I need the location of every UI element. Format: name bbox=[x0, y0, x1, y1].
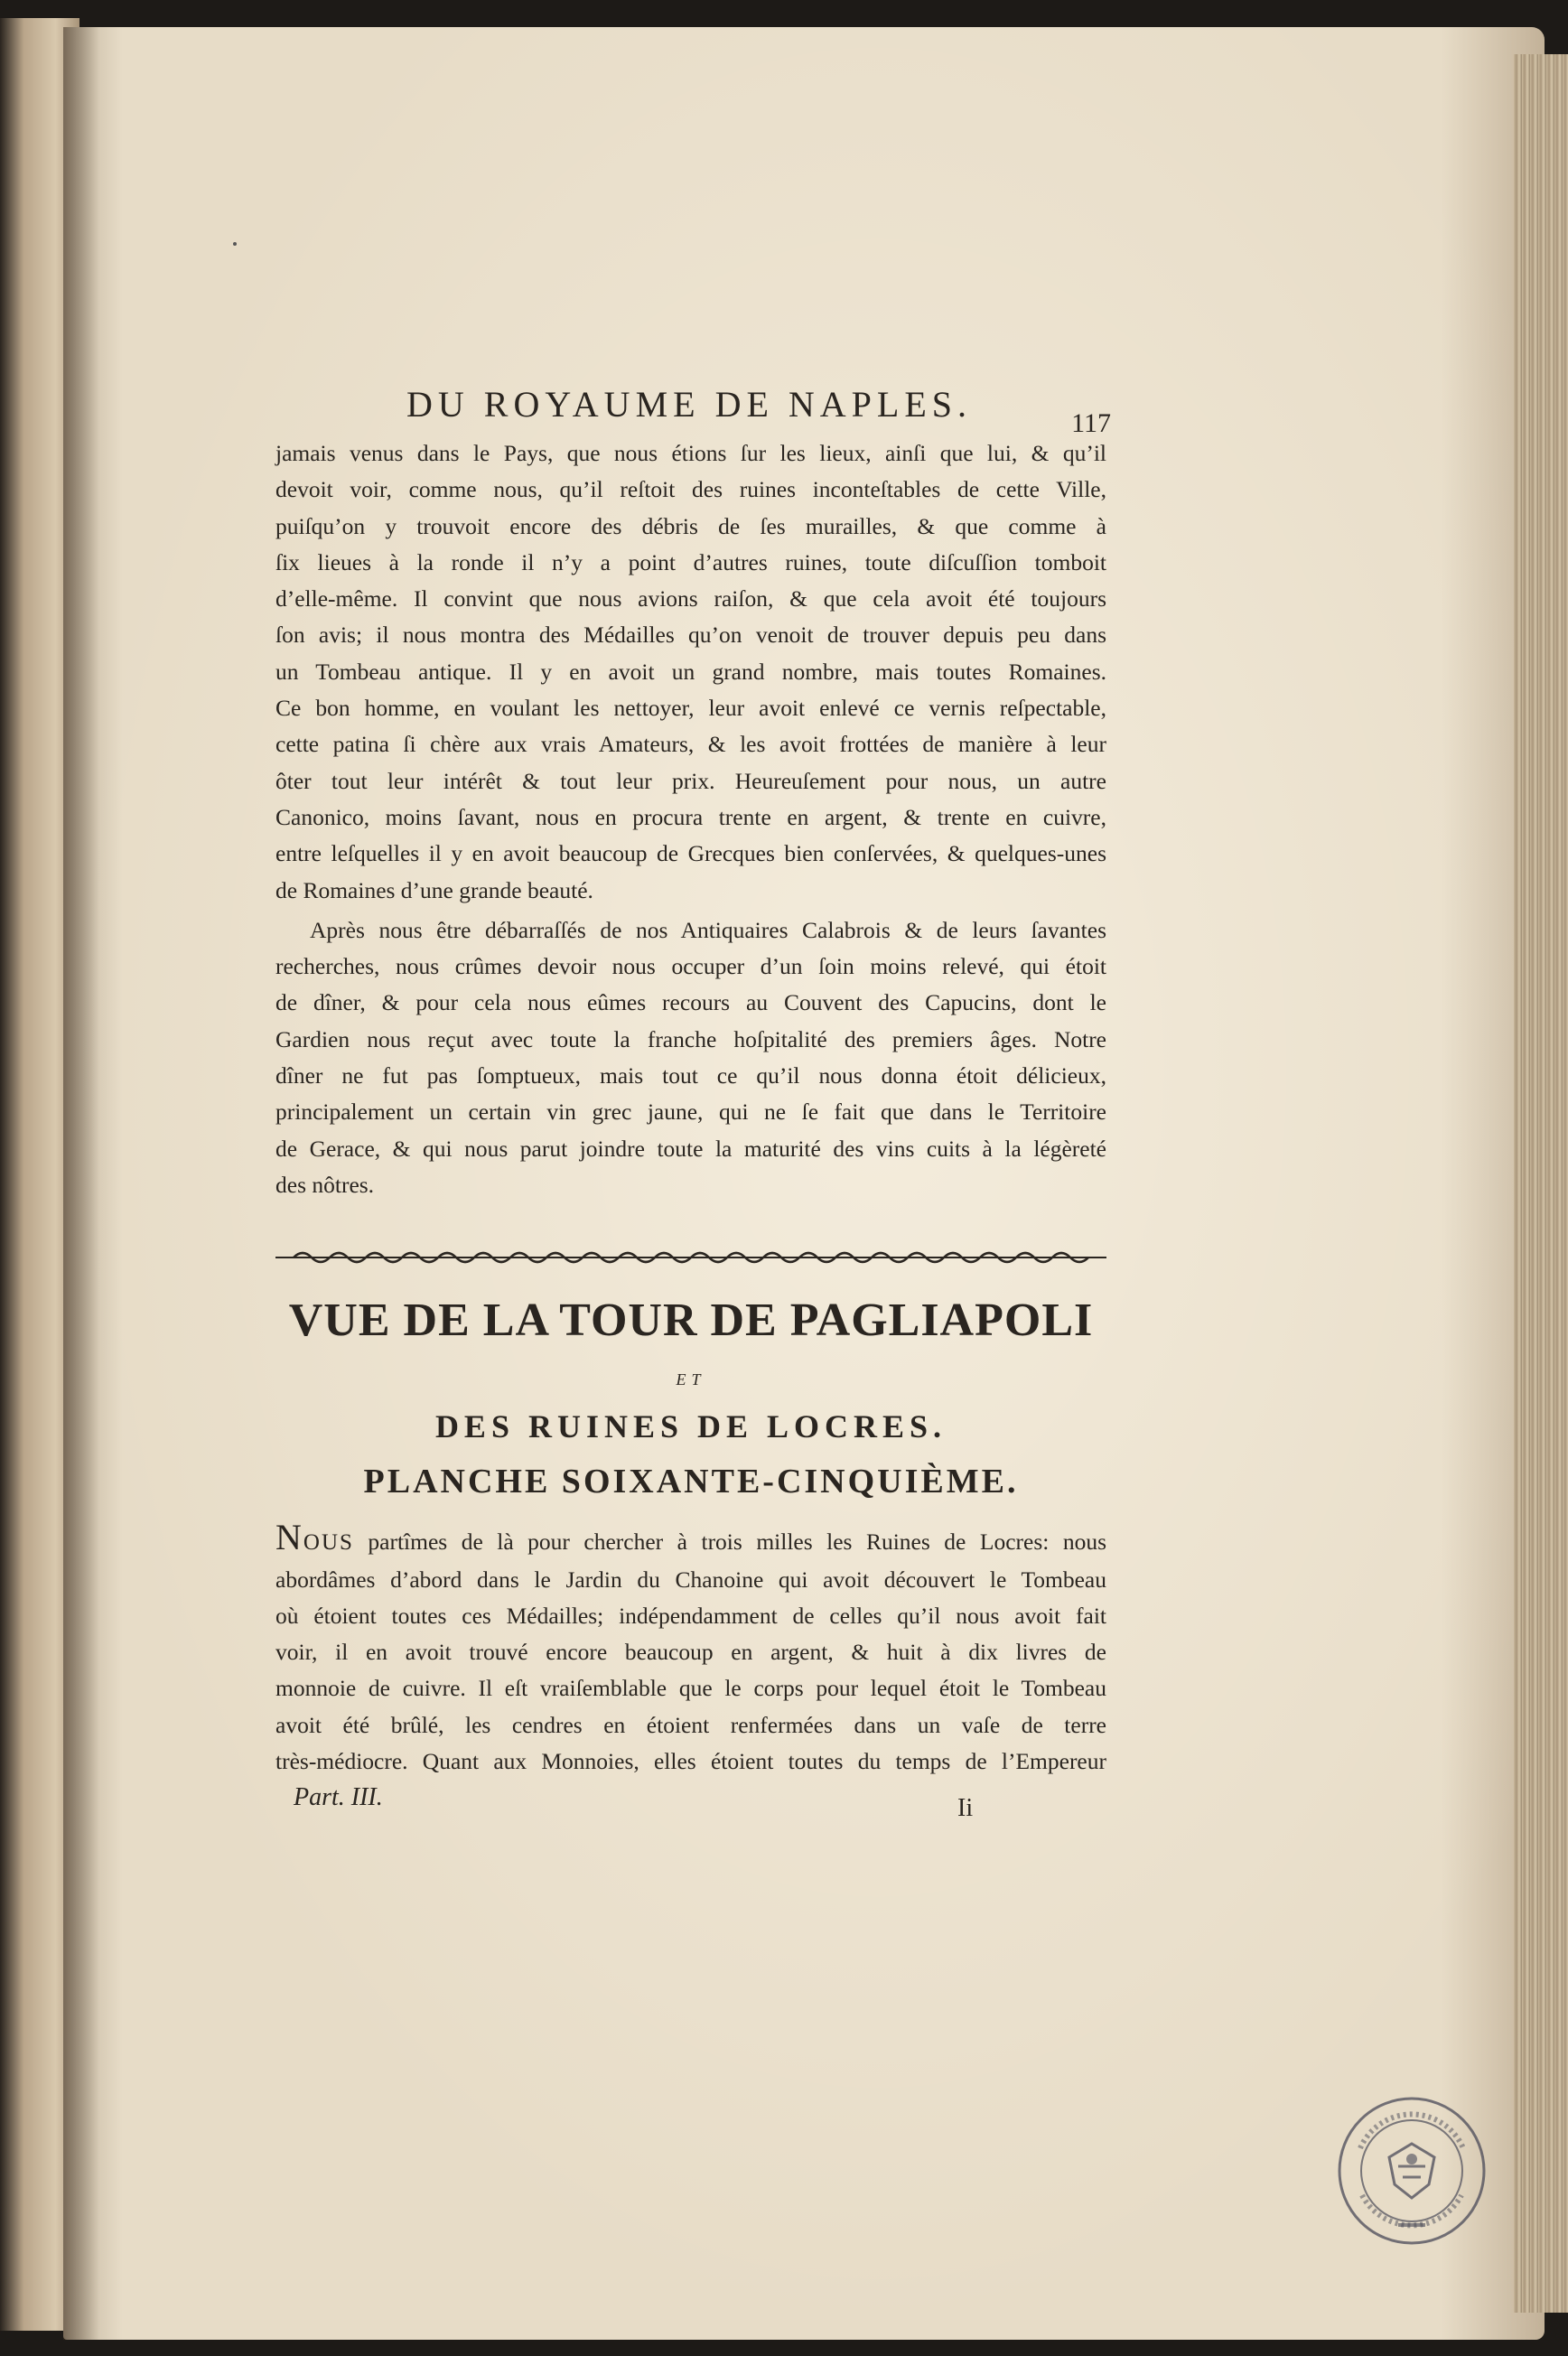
page-footer bbox=[275, 1783, 1106, 1828]
first-line-rest: partîmes de là pour chercher à trois milles les Ruines de Locres: nous bbox=[353, 1529, 1106, 1556]
text-block bbox=[275, 372, 1111, 1828]
text-line: ſon avis; il nous montra des Médailles qu’on venoit de trouver depuis peu dans bbox=[275, 622, 1106, 649]
paragraph-2 bbox=[275, 912, 1106, 1203]
text-line: ôter tout leur intérêt & tout leur prix. Heureuſement pour nous, un autre bbox=[275, 767, 1106, 794]
page-gutter-shadow bbox=[63, 27, 99, 2340]
running-head bbox=[275, 372, 1111, 438]
text-line: monnoie de cuivre. Il eſt vraiſemblable que le corps pour lequel étoit le Tombeau bbox=[275, 1675, 1106, 1702]
text-line: de dîner, & pour cela nous eûmes recours au Couvent des Capucins, dont le bbox=[275, 989, 1106, 1016]
text-line: Gardien nous reçut avec toute la franche hoſpitalité des premiers âges. Notre bbox=[275, 1025, 1106, 1052]
section-subtitle: DES RUINES DE LOCRES. bbox=[434, 1408, 947, 1445]
text-line: principalement un certain vin grec jaune, qui ne ſe fait que dans le Territoire bbox=[275, 1099, 1106, 1126]
opening-capital: N bbox=[275, 1517, 303, 1558]
text-line: devoit voir, comme nous, qu’il reſtoit des ruines inconteſtables de cette Ville, bbox=[275, 476, 1106, 503]
decorative-rule bbox=[275, 1247, 1106, 1268]
text-line: d’elle-même. Il convint que nous avions raiſon, & que cela avoit été toujours bbox=[275, 585, 1106, 612]
text-line: très-médiocre. Quant aux Monnoies, elles étoient toutes du temps de l’Empereur bbox=[275, 1748, 1106, 1775]
text-line: recherches, nous crûmes devoir nous occuper d’un ſoin moins relevé, qui étoit bbox=[275, 953, 1106, 980]
ornament-border-icon bbox=[275, 1247, 1106, 1268]
page-number: 117 bbox=[1071, 408, 1111, 438]
text-line: Ce bon homme, en voulant les nettoyer, leur avoit enlevé ce vernis reſpectable, bbox=[275, 695, 1106, 722]
text-line: abordâmes d’abord dans le Jardin du Chanoine qui avoit découvert le Tombeau bbox=[275, 1566, 1106, 1593]
part-label: Part. III. bbox=[294, 1783, 383, 1812]
section-conjunction: ET bbox=[676, 1370, 706, 1389]
paragraph-3 bbox=[275, 1519, 1106, 1780]
right-page-stack-edge bbox=[1514, 54, 1568, 2313]
running-head-title: DU ROYAUME DE NAPLES. bbox=[406, 384, 973, 425]
text-line: dîner ne fut pas ſomptueux, mais tout ce qu’il nous donna étoit délicieux, bbox=[275, 1062, 1106, 1089]
text-line: où étoient toutes ces Médailles; indépendamment de celles qu’il nous avoit fait bbox=[275, 1602, 1106, 1629]
section-title: VUE DE LA TOUR DE PAGLIAPOLI bbox=[288, 1295, 1094, 1347]
text-line bbox=[275, 1519, 1106, 1561]
library-seal-icon bbox=[1335, 2094, 1489, 2248]
text-line: cette patina ſi chère aux vrais Amateurs, & les avoit frottées de manière à leur bbox=[275, 731, 1106, 758]
text-line: puiſqu’on y trouvoit encore des débris de ſes murailles, & que comme à bbox=[275, 512, 1106, 539]
paragraph-1 bbox=[275, 435, 1106, 909]
text-line: de Gerace, & qui nous parut joindre toute la maturité des vins cuits à la légèreté bbox=[275, 1135, 1106, 1162]
text-line: de Romaines d’une grande beauté. bbox=[275, 876, 593, 903]
text-line: Après nous être débarraſſés de nos Antiquaires Calabrois & de leurs ſavantes bbox=[310, 916, 1106, 943]
text-line: un Tombeau antique. Il y en avoit un grand nombre, mais toutes Romaines. bbox=[275, 658, 1106, 685]
text-line: entre leſquelles il y en avoit beaucoup de Grecques bien conſervées, & quelques-unes bbox=[275, 840, 1106, 867]
text-line: avoit été brûlé, les cendres en étoient renfermées dans un vaſe de terre bbox=[275, 1711, 1106, 1738]
plate-heading: PLANCHE SOIXANTE-CINQUIÈME. bbox=[363, 1463, 1019, 1501]
text-line: jamais venus dans le Pays, que nous étions ſur les lieux, ainſi que lui, & qu’il bbox=[275, 440, 1106, 466]
library-stamp bbox=[1335, 2094, 1489, 2248]
signature-mark: Ii bbox=[957, 1794, 974, 1823]
text-line: ſix lieues à la ronde il n’y a point d’autres ruines, toute diſcuſſion tomboit bbox=[275, 548, 1106, 575]
text-line: Canonico, moins ſavant, nous en procura trente en argent, & trente en cuivre, bbox=[275, 803, 1106, 830]
opening-smallcaps: OUS bbox=[303, 1530, 354, 1556]
text-line: voir, il en avoit trouvé encore beaucoup en argent, & huit à dix livres de bbox=[275, 1639, 1106, 1666]
text-line: des nôtres. bbox=[275, 1171, 375, 1198]
paper-speck bbox=[233, 242, 237, 246]
